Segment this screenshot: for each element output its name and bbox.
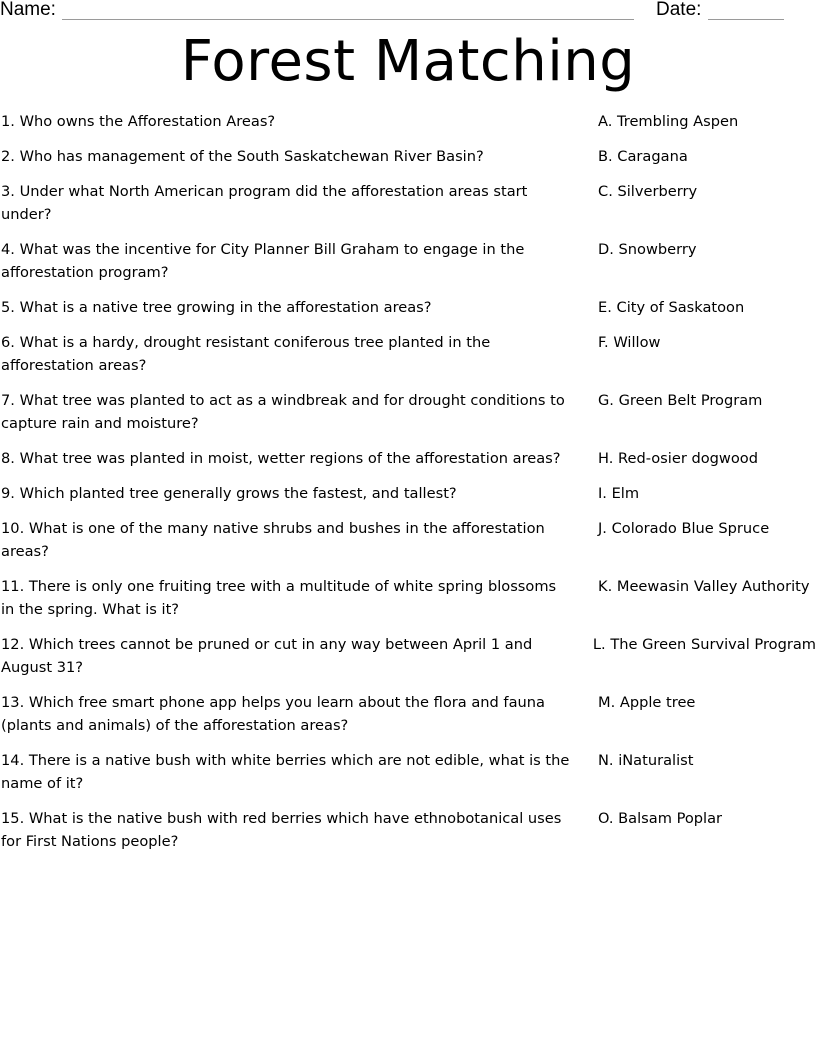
answer-option: E. City of Saskatoon <box>598 299 745 316</box>
matching-row <box>0 389 816 435</box>
answer-option: K. Meewasin Valley Authority <box>598 578 810 595</box>
question-text: 13. Which free smart phone app helps you learn about the flora and fauna (plants and animals) of the afforestation areas? <box>1 694 545 734</box>
question-text: 12. Which trees cannot be pruned or cut in any way between April 1 and August 31? <box>1 636 533 676</box>
matching-row <box>0 749 816 795</box>
page-title: Forest Matching <box>180 29 636 94</box>
answer-option: N. iNaturalist <box>598 752 694 769</box>
answer-option: O. Balsam Poplar <box>598 810 723 827</box>
question-text: 11. There is only one fruiting tree with a multitude of white spring blossoms in the spring. What is it? <box>1 578 557 618</box>
answer-option: G. Green Belt Program <box>598 392 763 409</box>
matching-row <box>0 238 816 284</box>
answer-option: D. Snowberry <box>598 241 697 258</box>
name-label: Name: <box>0 0 56 20</box>
answer-option: A. Trembling Aspen <box>598 113 739 130</box>
answer-option: C. Silverberry <box>598 183 698 200</box>
question-text: 14. There is a native bush with white berries which are not edible, what is the name of it? <box>1 752 570 792</box>
answer-option: F. Willow <box>598 334 661 351</box>
matching-row <box>0 180 816 226</box>
matching-row <box>0 331 816 377</box>
question-text: 10. What is one of the many native shrubs and bushes in the afforestation areas? <box>1 520 545 560</box>
matching-row <box>0 517 816 563</box>
header <box>0 0 816 24</box>
answer-option: J. Colorado Blue Spruce <box>598 520 770 537</box>
matching-row <box>0 447 816 470</box>
matching-row <box>0 633 816 679</box>
answer-option: I. Elm <box>598 485 640 502</box>
question-text: 6. What is a hardy, drought resistant coniferous tree planted in the afforestation areas? <box>1 334 491 374</box>
matching-list <box>0 110 816 865</box>
question-text: 7. What tree was planted to act as a windbreak and for drought conditions to capture rain and moisture? <box>1 392 565 432</box>
matching-row <box>0 691 816 737</box>
question-text: 4. What was the incentive for City Planner Bill Graham to engage in the afforestation program? <box>1 241 525 281</box>
answer-option: B. Caragana <box>598 148 688 165</box>
question-text: 5. What is a native tree growing in the afforestation areas? <box>1 299 432 316</box>
matching-row <box>0 110 816 133</box>
answer-option: M. Apple tree <box>598 694 696 711</box>
question-text: 8. What tree was planted in moist, wetter regions of the afforestation areas? <box>1 450 561 467</box>
matching-row <box>0 807 816 853</box>
question-text: 15. What is the native bush with red berries which have ethnobotanical uses for First Nations people? <box>1 810 562 850</box>
matching-row <box>0 575 816 621</box>
date-label: Date: <box>656 0 702 20</box>
answer-option: L. The Green Survival Program <box>592 636 816 653</box>
matching-row <box>0 482 816 505</box>
question-text: 1. Who owns the Afforestation Areas? <box>1 113 276 130</box>
matching-row <box>0 296 816 319</box>
question-text: 3. Under what North American program did the afforestation areas start under? <box>1 183 528 223</box>
name-field-line[interactable] <box>62 19 634 20</box>
matching-row <box>0 145 816 168</box>
question-text: 2. Who has management of the South Saskatchewan River Basin? <box>1 148 484 165</box>
answer-option: H. Red-osier dogwood <box>598 450 758 467</box>
date-field-line[interactable] <box>708 19 784 20</box>
question-text: 9. Which planted tree generally grows the fastest, and tallest? <box>1 485 457 502</box>
